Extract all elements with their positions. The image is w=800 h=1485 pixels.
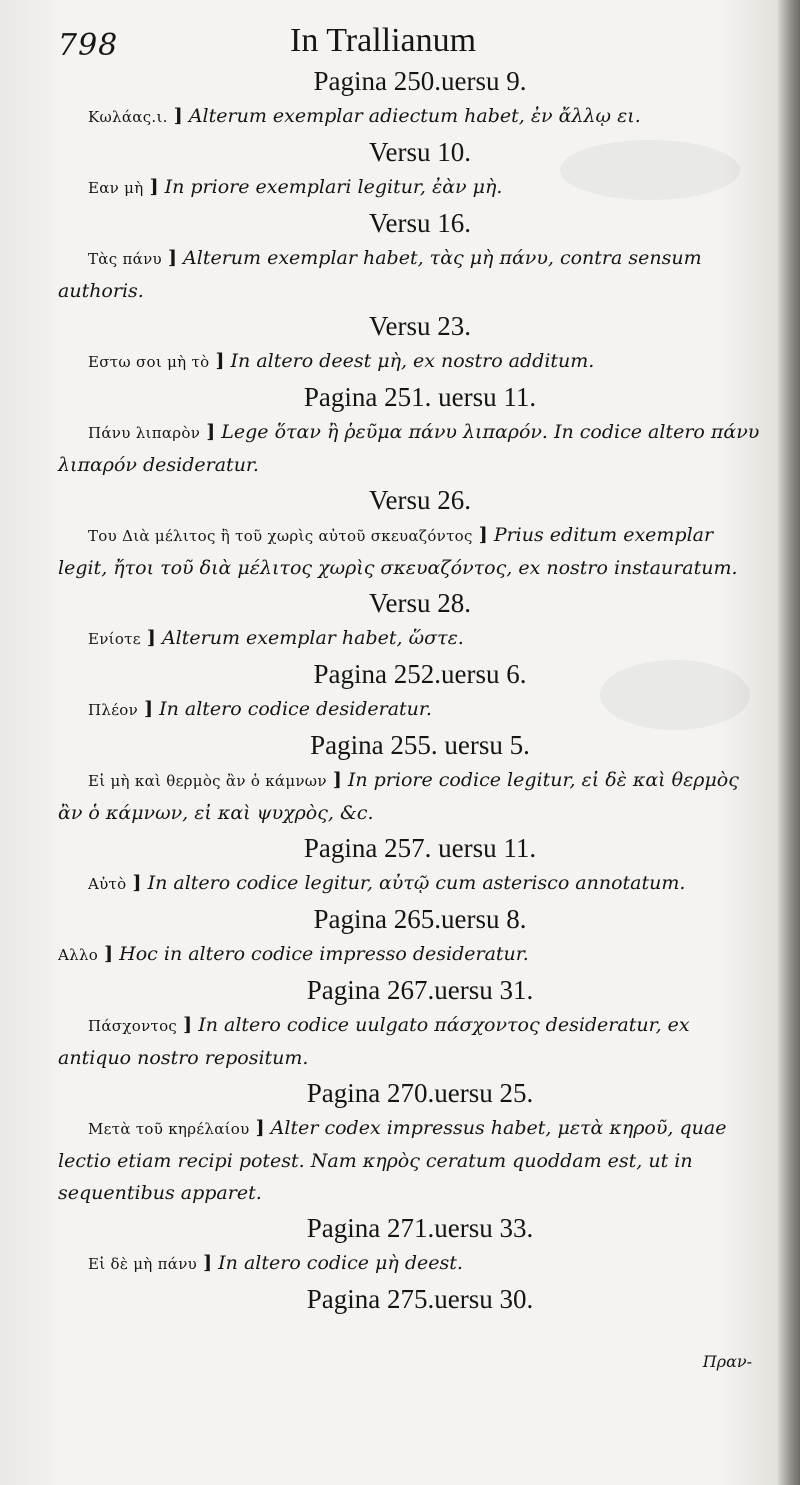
note-text: In priore exemplari legitur, ἐὰν μὴ. <box>164 176 503 198</box>
section-heading: Pagina 250.uersu 9. <box>313 66 527 96</box>
section-heading: Versu 10. <box>369 137 471 167</box>
greek-lemma: Πλέον <box>88 701 139 719</box>
annotation-section <box>0 973 800 1074</box>
annotation-entry: Πλέον ] In altero codice desideratur. <box>88 698 432 720</box>
note-text: Alterum exemplar adiectum habet, ἐν ἄλλῳ ει. <box>188 105 641 127</box>
annotation-entry: Εἰ δὲ μὴ πάνυ ] In altero codice μὴ deest. <box>88 1252 463 1274</box>
section-heading: Pagina 255. uersu 5. <box>310 730 530 760</box>
section-heading: Pagina 275.uersu 30. <box>306 1284 534 1314</box>
note-text: In altero deest μὴ, ex nostro additum. <box>230 350 595 372</box>
section-heading: Versu 28. <box>369 588 471 618</box>
section-heading: Pagina 257. uersu 11. <box>303 833 537 863</box>
section-heading: Pagina 267.uersu 31. <box>306 975 534 1005</box>
annotation-section <box>0 1076 800 1209</box>
note-text: In altero codice desideratur. <box>159 698 432 720</box>
running-title: In Trallianum <box>290 22 477 59</box>
greek-lemma: Αὐτὸ <box>88 875 127 893</box>
note-text: Lege ὅταν ἢ ῥεῦμα πάνυ λιπαρόν. In codice altero πάνυ λιπαρόν desideratur. <box>58 421 760 476</box>
greek-lemma: Μετὰ τοῦ κηρέλαίου <box>88 1120 250 1138</box>
note-text: In priore codice legitur, εἰ δὲ καὶ θερμὸς ἂν ὁ κάμνων, εἰ καὶ ψυχρὸς, &c. <box>58 769 739 824</box>
annotation-section <box>0 135 800 204</box>
catchword: Πραν- <box>702 1352 752 1371</box>
section-heading: Pagina 265.uersu 8. <box>313 904 527 934</box>
section-heading: Versu 16. <box>369 208 471 238</box>
section-heading: Pagina 251. uersu 11. <box>303 382 537 412</box>
note-text: Hoc in altero codice impresso desideratur. <box>119 943 529 965</box>
annotation-entry: Εἰ μὴ καὶ θερμὸς ἂν ὁ κάμνων ] In priore codice legitur, εἰ δὲ καὶ θερμὸς ἂν ὁ κάμνων, εἰ καὶ ψυχρὸς, &c. <box>58 769 739 824</box>
note-text: In altero codice legitur, αὐτῷ cum asterisco annotatum. <box>147 872 686 894</box>
greek-lemma: Του Διὰ μέλιτος ἢ τοῦ χωρὶς αὐτοῦ σκευαζόντος <box>88 527 473 545</box>
annotation-entry: Εαν μὴ ] In priore exemplari legitur, ἐὰν μὴ. <box>88 176 503 198</box>
section-heading: Versu 23. <box>369 311 471 341</box>
annotation-section <box>0 483 800 584</box>
section-heading: Pagina 271.uersu 33. <box>306 1213 534 1243</box>
greek-lemma: Αλλο <box>58 946 99 964</box>
annotation-entry: Κωλάας.ι. ] Alterum exemplar adiectum habet, ἐν ἄλλῳ ει. <box>88 105 641 127</box>
greek-lemma: Πάνυ λιπαρὸν <box>88 424 201 442</box>
annotation-section <box>0 657 800 726</box>
annotation-section <box>0 831 800 900</box>
note-text: In altero codice uulgato πάσχοντος desideratur, ex antiquo nostro repositum. <box>58 1014 690 1069</box>
annotation-entry: Αλλο ] Hoc in altero codice impresso desideratur. <box>58 943 529 965</box>
greek-lemma: Εἰ δὲ μὴ πάνυ <box>88 1255 198 1273</box>
annotation-entry: Ενίοτε ] Alterum exemplar habet, ὥστε. <box>88 627 464 649</box>
greek-lemma: Εαν μὴ <box>88 179 144 197</box>
annotation-entry: Τὰς πάνυ ] Alterum exemplar habet, τὰς μὴ πάνυ, contra sensum authoris. <box>58 247 702 302</box>
annotation-entry: Πάνυ λιπαρὸν ] Lege ὅταν ἢ ῥεῦμα πάνυ λιπαρόν. In codice altero πάνυ λιπαρόν desideratur. <box>58 421 760 476</box>
annotation-entry: Μετὰ τοῦ κηρέλαίου ] Alter codex impressus habet, μετὰ κηροῦ, quae lectio etiam recipi potest. Nam κηρὸς ceratum quoddam est, ut in sequentibus apparet. <box>58 1117 727 1204</box>
section-heading: Versu 26. <box>369 485 471 515</box>
annotation-section <box>0 206 800 307</box>
note-text: Alterum exemplar habet, τὰς μὴ πάνυ, contra sensum authoris. <box>58 247 702 302</box>
greek-lemma: Εστω σοι μὴ τὸ <box>88 353 210 371</box>
annotation-entry: Αὐτὸ ] In altero codice legitur, αὐτῷ cum asterisco annotatum. <box>88 872 686 894</box>
section-heading: Pagina 270.uersu 25. <box>306 1078 534 1108</box>
annotation-section <box>0 586 800 655</box>
page-number: 798 <box>58 28 119 63</box>
note-text: Alterum exemplar habet, ὥστε. <box>161 627 464 649</box>
note-text: Prius editum exemplar legit, ἤτοι τοῦ διὰ μέλιτος χωρὶς σκευαζόντος, ex nostro instauratum. <box>58 524 738 579</box>
annotation-entry: Πάσχοντος ] In altero codice uulgato πάσχοντος desideratur, ex antiquo nostro repositum. <box>58 1014 690 1069</box>
annotation-section <box>0 1282 800 1316</box>
greek-lemma: Ενίοτε <box>88 630 141 648</box>
annotation-entry: Του Διὰ μέλιτος ἢ τοῦ χωρὶς αὐτοῦ σκευαζόντος ] Prius editum exemplar legit, ἤτοι τοῦ διὰ μέλιτος χωρὶς σκευαζόντος, ex nostro instauratum. <box>58 524 738 579</box>
greek-lemma: Τὰς πάνυ <box>88 250 162 268</box>
greek-lemma: Πάσχοντος <box>88 1017 178 1035</box>
annotations-body <box>0 62 800 1318</box>
annotation-section <box>0 902 800 971</box>
note-text: In altero codice μὴ deest. <box>218 1252 463 1274</box>
running-head <box>58 22 758 64</box>
section-heading: Pagina 252.uersu 6. <box>313 659 527 689</box>
annotation-section <box>0 728 800 829</box>
greek-lemma: Εἰ μὴ καὶ θερμὸς ἂν ὁ κάμνων <box>88 772 327 790</box>
annotation-entry: Εστω σοι μὴ τὸ ] In altero deest μὴ, ex nostro additum. <box>88 350 595 372</box>
annotation-section <box>0 1211 800 1280</box>
annotation-section <box>0 64 800 133</box>
greek-lemma: Κωλάας.ι. <box>88 108 168 126</box>
annotation-section <box>0 309 800 378</box>
note-text: Alter codex impressus habet, μετὰ κηροῦ, quae lectio etiam recipi potest. Nam κηρὸς ceratum quoddam est, ut in sequentibus apparet. <box>58 1117 727 1204</box>
annotation-section <box>0 380 800 481</box>
